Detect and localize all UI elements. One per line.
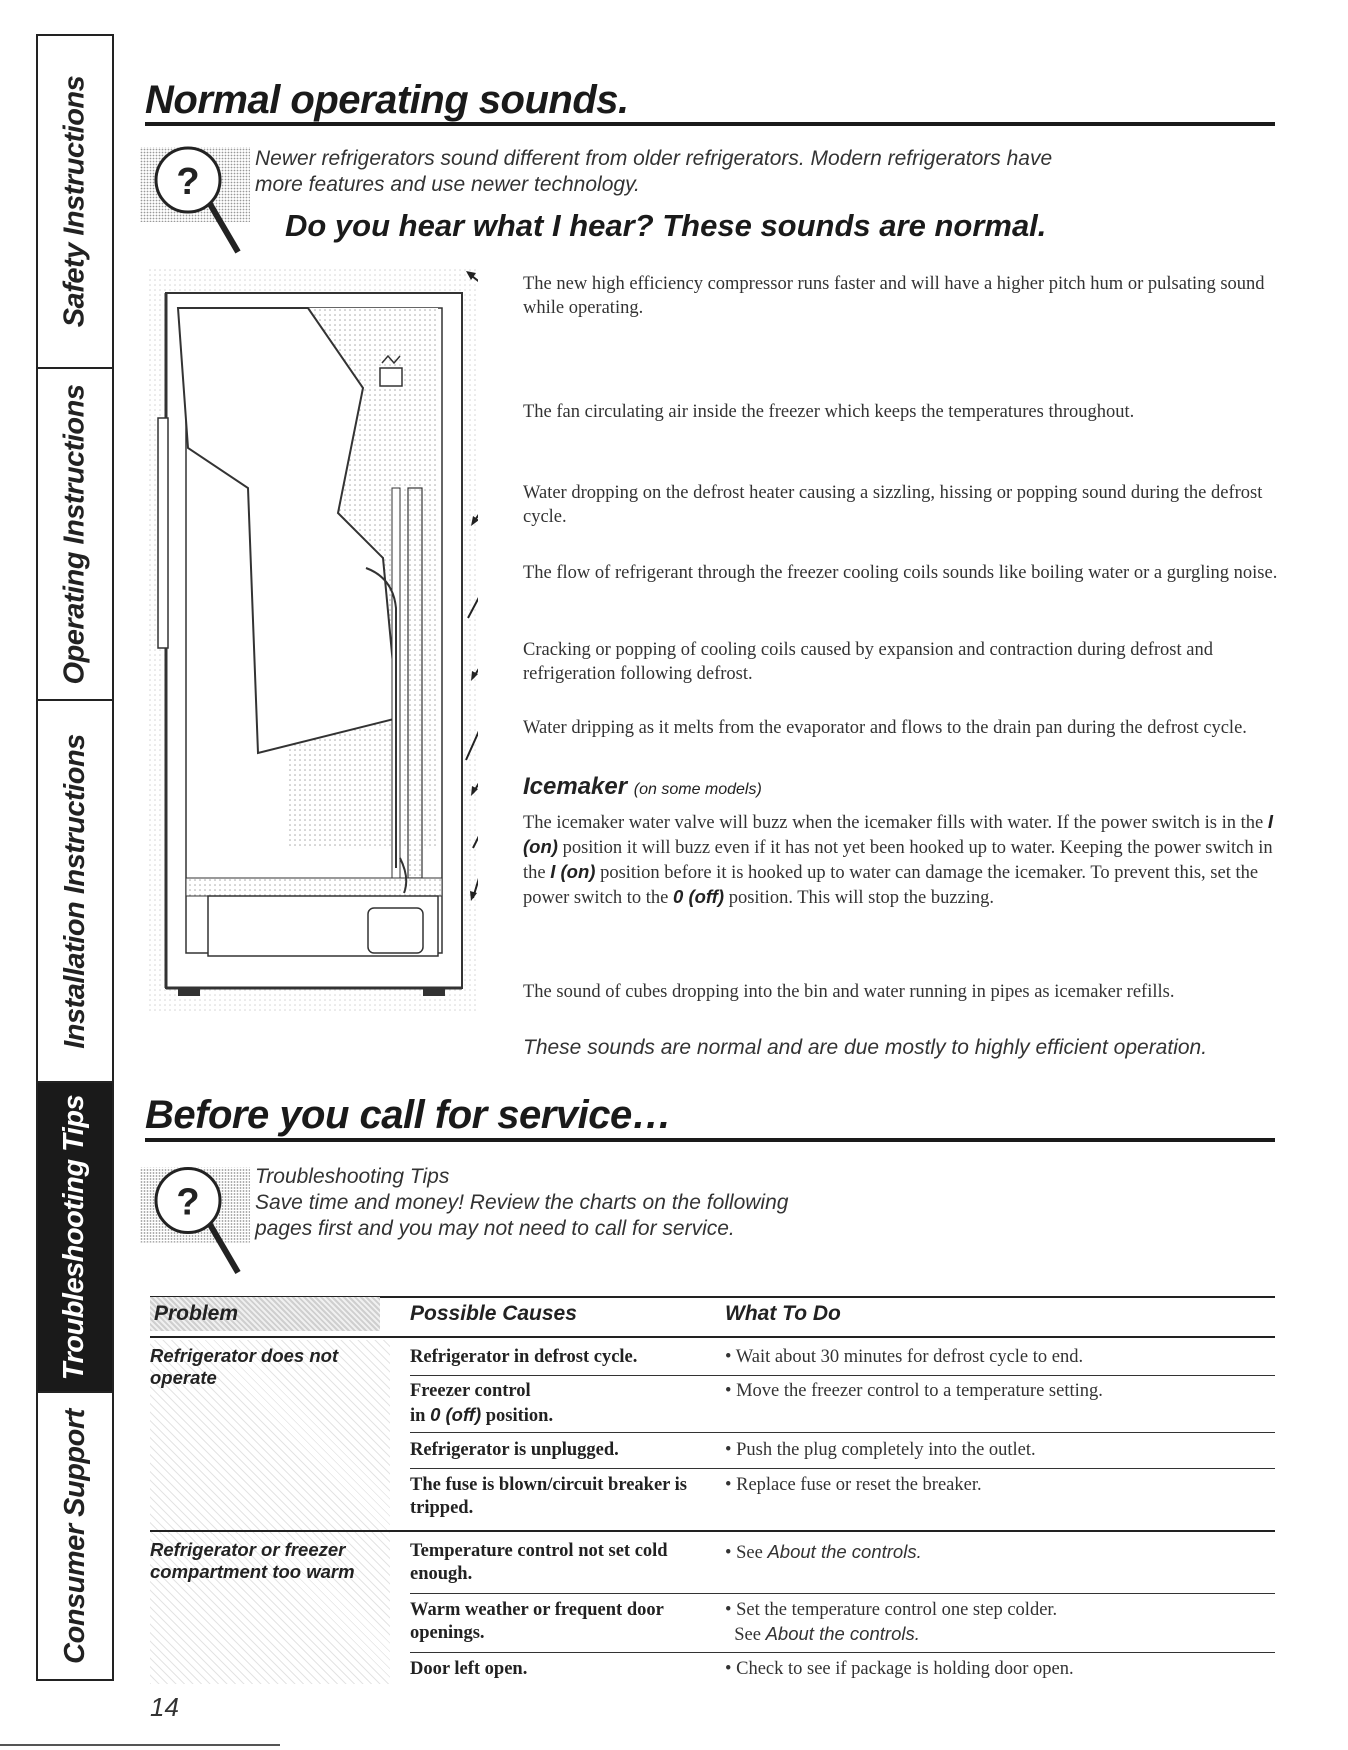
column-header-causes: Possible Causes [410,1302,577,1325]
intro-line-1: Newer refrigerators sound different from older refrigerators. Modern refrigerators have [255,147,1053,170]
troubleshooting-intro-1: Troubleshooting Tips [255,1165,450,1188]
tab-operating-instructions[interactable] [38,369,112,701]
sound-compressor: The new high efficiency compressor runs faster and will have a higher pitch hum or pulsating sound while operating. [523,274,1265,318]
row-divider [410,1432,1275,1433]
side-tab-bar [36,34,114,1681]
tab-troubleshooting-tips[interactable] [38,1083,112,1393]
section-title-before-service: Before you call for service… [145,1093,672,1137]
cause-text: Refrigerator is unplugged. [410,1440,619,1460]
sound-coils-cracking: Cracking or popping of cooling coils caused by expansion and contraction during defrost and refrigeration following defrost. [523,640,1213,684]
tab-installation-instructions[interactable] [38,701,112,1083]
cause-text: The fuse is blown/circuit breaker is tripped. [410,1475,688,1518]
cause-text: Refrigerator in defrost cycle. [410,1347,638,1367]
row-divider [410,1593,1275,1594]
cause-text: Freezer control in 0 (off) position. [410,1381,554,1426]
icemaker-paragraph: The icemaker water valve will buzz when the icemaker fills with water. If the power switch is in the I (on) position it will buzz even if it has not yet been hooked up to water. Keeping the power switch in the I (on) position before it is hooked up to water can damage the icemaker. To prevent this, set the power switch to the 0 (off) position. This will stop the buzzing. [523,811,1274,908]
tab-label: Operating Instructions [58,384,91,684]
row-divider [410,1468,1275,1469]
todo-text: • Check to see if package is holding door open. [725,1659,1074,1679]
tab-label: Consumer Support [58,1408,91,1664]
column-header-problem: Problem [150,1297,380,1331]
sound-defrost-heater: Water dropping on the defrost heater causing a sizzling, hissing or popping sound during the defrost cycle. [523,483,1263,527]
tab-safety-instructions[interactable] [38,36,112,369]
todo-text: • Move the freezer control to a temperature setting. [725,1381,1103,1401]
question-magnifier-icon [140,1160,255,1285]
todo-text: • Wait about 30 minutes for defrost cycle to end. [725,1347,1084,1367]
column-header-todo: What To Do [725,1302,841,1325]
icemaker-heading [523,773,762,801]
problem-label: Refrigerator does not operate [150,1345,339,1388]
icemaker-refill-paragraph: The sound of cubes dropping into the bin and water running in pipes as icemaker refills. [523,982,1175,1002]
section-subtitle: Do you hear what I hear? These sounds are normal. [285,208,1047,243]
todo-text: • Push the plug completely into the outlet. [725,1440,1036,1460]
tab-consumer-support[interactable] [38,1393,112,1679]
icemaker-title: Icemaker [523,773,628,800]
row-divider [410,1375,1275,1376]
problem-divider [150,1530,1275,1532]
todo-text: • Set the temperature control one step colder. See About the controls. [725,1600,1058,1645]
todo-text: • Replace fuse or reset the breaker. [725,1475,982,1495]
section-title-normal-sounds: Normal operating sounds. [145,78,629,122]
todo-text: • See About the controls. [725,1541,922,1563]
tab-label: Safety Instructions [58,75,91,328]
normal-sounds-note: These sounds are normal and are due mostly to highly efficient operation. [523,1036,1208,1059]
tab-label: Installation Instructions [58,733,91,1049]
table-header-rule [150,1336,1275,1338]
sound-water-dripping: Water dripping as it melts from the evaporator and flows to the drain pan during the defrost cycle. [523,718,1247,738]
tab-label: Troubleshooting Tips [58,1094,91,1380]
cause-text: Temperature control not set cold enough. [410,1541,668,1584]
sound-refrigerant-flow: The flow of refrigerant through the freezer cooling coils sounds like boiling water or a gurgling noise. [523,563,1278,583]
svg-text:?: ? [176,1181,200,1224]
troubleshooting-intro-3: pages first and you may not need to call for service. [255,1217,735,1240]
title-rule [145,1138,1275,1142]
page-number: 14 [150,1692,179,1722]
svg-text:?: ? [176,161,200,203]
refrigerator-cutaway-illustration [148,268,478,1013]
footer-rule [0,1744,280,1746]
icemaker-note: (on some models) [633,781,762,798]
cause-text: Warm weather or frequent door openings. [410,1600,664,1643]
question-magnifier-icon [140,142,255,262]
row-divider [410,1652,1275,1653]
intro-line-2: more features and use newer technology. [255,173,640,196]
problem-label: Refrigerator or freezer compartment too warm [150,1539,355,1582]
sound-fan: The fan circulating air inside the freezer which keeps the temperatures throughout. [523,402,1135,422]
troubleshooting-intro-2: Save time and money! Review the charts on the following [255,1191,789,1214]
cause-text: Door left open. [410,1659,528,1679]
title-rule [145,122,1275,126]
